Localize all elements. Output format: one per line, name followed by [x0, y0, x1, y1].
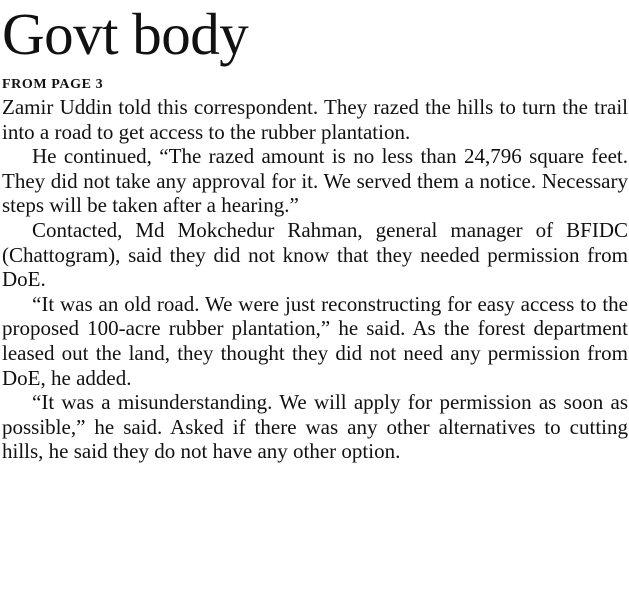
- continued-from-label: FROM PAGE 3: [2, 77, 104, 92]
- news-article: [2, 0, 628, 464]
- article-body: [2, 95, 628, 464]
- paragraph-2: He continued, “The razed amount is no less than 24,796 square feet. They did not take any approval for it. We served them a notice. Necessary steps will be taken after a hearing.”: [2, 144, 628, 218]
- paragraph-5: “It was a misunderstanding. We will apply for permission as soon as possible,” he said. Asked if there was any other alternatives to cutting hills, he said they do not have any other option.: [2, 390, 628, 464]
- paragraph-1: Zamir Uddin told this correspondent. They razed the hills to turn the trail into a road to get access to the rubber plantation.: [2, 95, 628, 144]
- paragraph-3: Contacted, Md Mokchedur Rahman, general manager of BFIDC (Chattogram), said they did not know that they needed permission from DoE.: [2, 217, 628, 292]
- article-headline: Govt body: [2, 1, 249, 67]
- paragraph-4: “It was an old road. We were just reconstructing for easy access to the proposed 100-acre rubber plantation,” he said. As the forest department leased out the land, they thought they did not need any permission from DoE, he added.: [2, 291, 628, 390]
